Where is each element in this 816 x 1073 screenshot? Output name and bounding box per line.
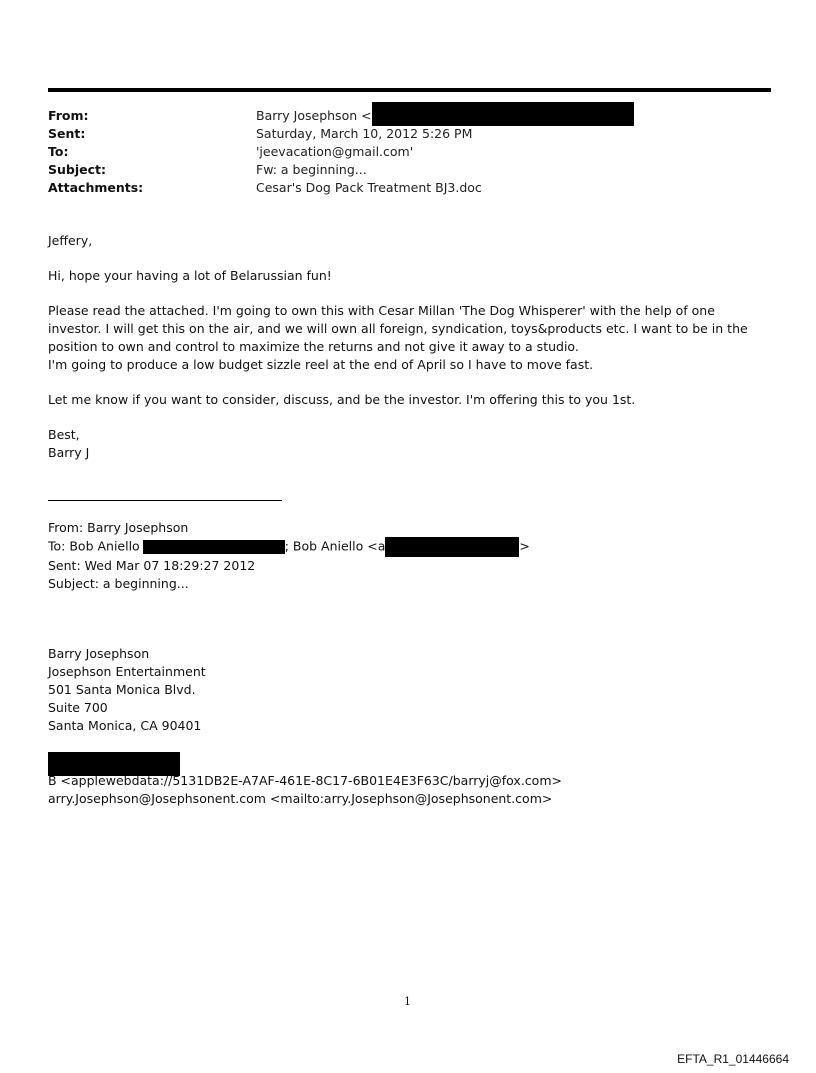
attachments-label: Attachments: <box>48 180 144 195</box>
page-number: 1 <box>404 995 411 1008</box>
subject-label: Subject: <box>48 162 106 177</box>
subject-value: Fw: a beginning... <box>256 162 367 177</box>
redaction-box <box>385 537 519 557</box>
header-divider-bar <box>48 88 771 92</box>
mail-link-line: B <applewebdata://5131DB2E-A7AF-461E-8C17-6B01E4E3F63C/barryj@fox.com> arry.Josephson@Josephsonent.com <mailto:arry.Josephson@Josephsonent.com> <box>48 773 562 806</box>
sig-company: Josephson Entertainment <box>48 664 206 679</box>
sent-value: Saturday, March 10, 2012 5:26 PM <box>256 126 473 141</box>
fwd-to-mid: ; Bob Aniello <a <box>284 538 386 554</box>
sig-city: Santa Monica, CA 90401 <box>48 718 202 733</box>
sign-off: Barry J <box>48 445 90 460</box>
to-value: 'jeevacation@gmail.com' <box>256 144 414 159</box>
fwd-subject: Subject: a beginning... <box>48 576 189 591</box>
signature-block <box>48 645 206 735</box>
redaction-box <box>143 540 285 554</box>
sig-address-2: Suite 700 <box>48 700 108 715</box>
fwd-to-start: To: Bob Aniello <box>48 538 140 554</box>
closing: Best, <box>48 427 80 442</box>
forwarded-header <box>48 519 530 593</box>
greeting: Jeffery, <box>48 233 93 248</box>
body-paragraph-4: Let me know if you want to consider, discuss, and be the investor. I'm offering this to you 1st. <box>48 392 636 407</box>
fwd-to-end: > <box>519 538 530 554</box>
sent-label: Sent: <box>48 126 86 141</box>
fwd-from: From: Barry Josephson <box>48 520 189 535</box>
from-sender: Barry Josephson < <box>256 108 372 123</box>
sig-address-1: 501 Santa Monica Blvd. <box>48 682 196 697</box>
fwd-to <box>48 537 530 557</box>
document-id: EFTA_R1_01446664 <box>677 1052 789 1066</box>
body-paragraph-3: I'm going to produce a low budget sizzle reel at the end of April so I have to move fast. <box>48 357 594 372</box>
sig-name: Barry Josephson <box>48 646 150 661</box>
fwd-sent: Sent: Wed Mar 07 18:29:27 2012 <box>48 558 256 573</box>
from-value <box>256 107 634 126</box>
redaction-box <box>372 102 634 126</box>
attachment-filename: Cesar's Dog Pack Treatment BJ3.doc <box>256 180 482 195</box>
body-paragraph-2: Please read the attached. I'm going to own this with Cesar Millan 'The Dog Whisperer' with the help of one investor. I will get this on the air, and we will own all foreign, syndication, toys&products etc. I want to be in the position to own and control to maximize the returns and not give it away to a studio. <box>48 303 748 354</box>
from-label: From: <box>48 108 89 123</box>
to-label: To: <box>48 144 69 159</box>
body-line-1: Hi, hope your having a lot of Belarussian fun! <box>48 268 332 283</box>
forward-separator <box>48 500 282 501</box>
email-body <box>48 232 768 479</box>
